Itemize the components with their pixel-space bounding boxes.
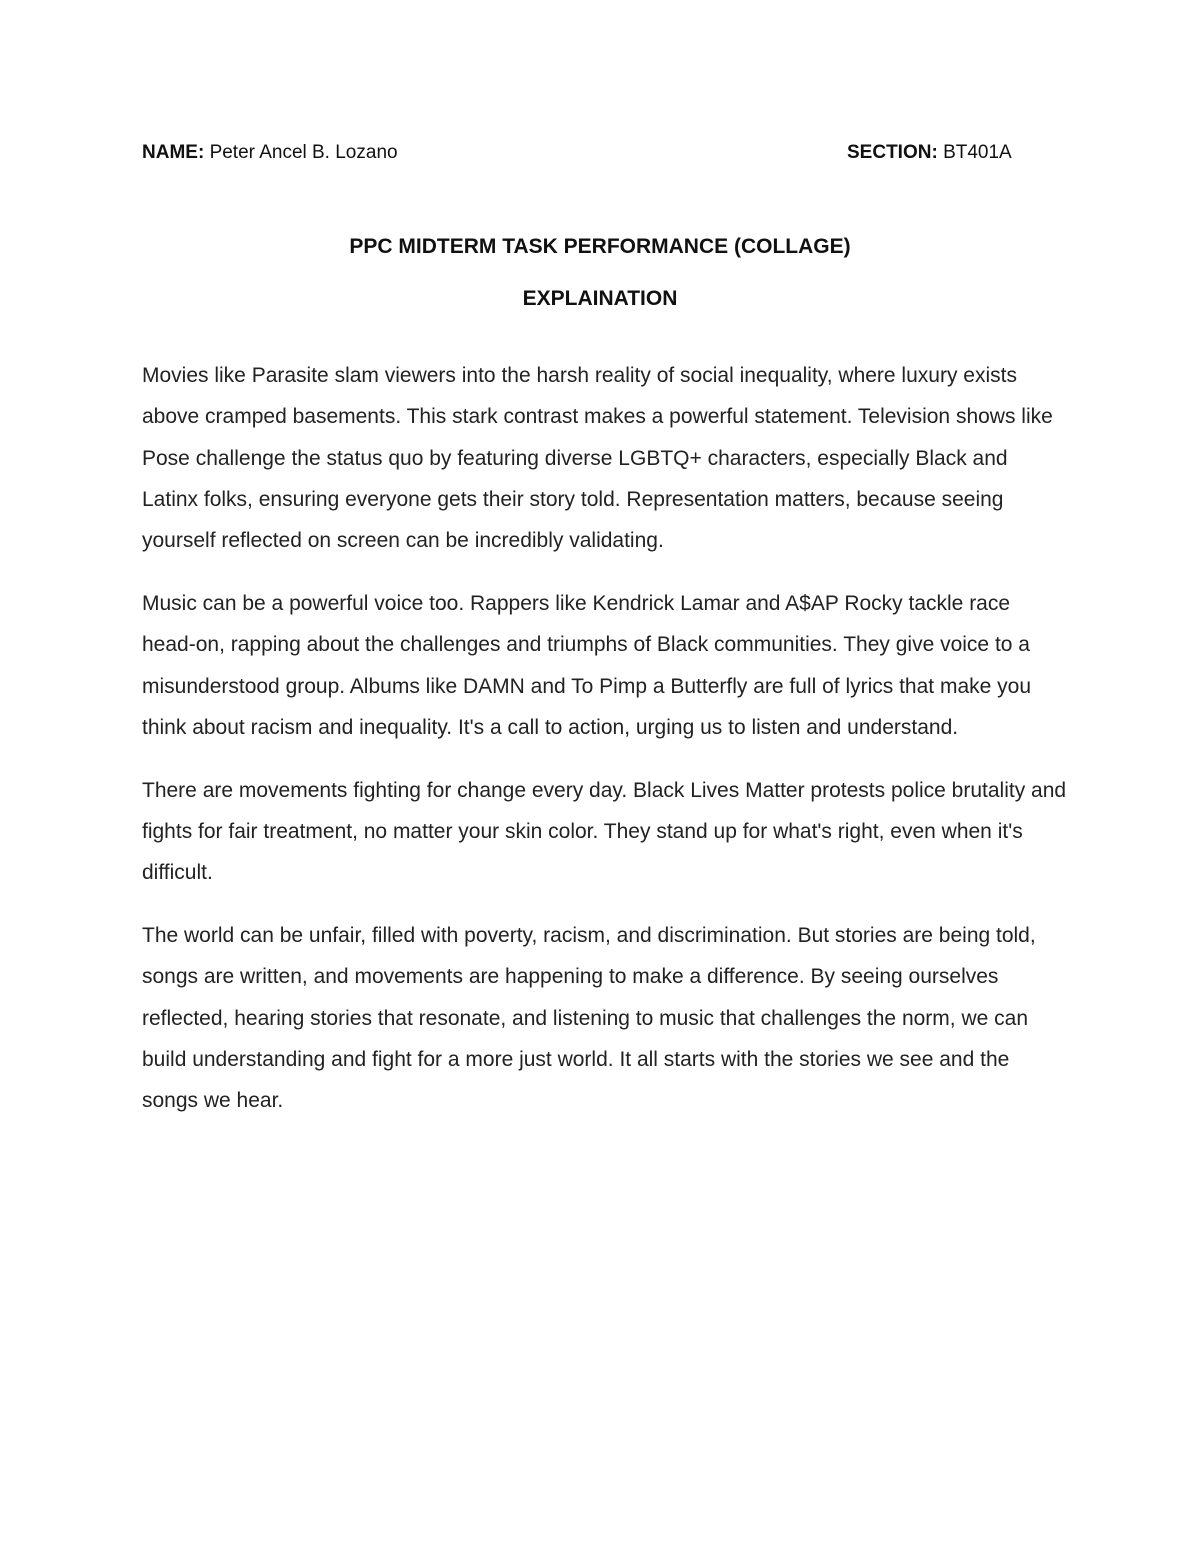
header-row <box>142 142 1062 172</box>
name-value: Peter Ancel B. Lozano <box>209 142 398 163</box>
paragraph: There are movements fighting for change every day. Black Lives Matter protests police brutality and fights for fair treatment, no matter your skin color. They stand up for what's right, even when it's difficult. <box>142 778 1067 885</box>
name-field <box>142 142 398 164</box>
paragraph: Music can be a powerful voice too. Rappers like Kendrick Lamar and A$AP Rocky tackle race head-on, rapping about the challenges and triumphs of Black communities. They give voice to a misunderstood group. Albums like DAMN and To Pimp a Butterfly are full of lyrics that make you think about racism and inequality. It's a call to action, urging us to listen and understand. <box>142 591 1032 739</box>
document-subtitle: EXPLAINATION <box>522 287 678 310</box>
paragraph: Movies like Parasite slam viewers into the harsh reality of social inequality, where luxury exists above cramped basements. This stark contrast makes a powerful statement. Television shows like Pose challenge the status quo by featuring diverse LGBTQ+ characters, especially Black and Latinx folks, ensuring everyone gets their story told. Representation matters, because seeing yourself reflected on screen can be incredibly validating. <box>142 364 1053 553</box>
section-value: BT401A <box>943 142 1012 163</box>
name-label: NAME: <box>142 142 205 163</box>
document-body <box>142 355 1067 1143</box>
section-field <box>847 142 1012 164</box>
paragraph: The world can be unfair, filled with poverty, racism, and discrimination. But stories are being told, songs are written, and movements are happening to make a difference. By seeing ourselves reflected, hearing stories that resonate, and listening to music that challenges the norm, we can build understanding and fight for a more just world. It all starts with the stories we see and the songs we hear. <box>142 924 1036 1113</box>
section-label: SECTION: <box>847 142 938 163</box>
document-title: PPC MIDTERM TASK PERFORMANCE (COLLAGE) <box>349 235 851 258</box>
